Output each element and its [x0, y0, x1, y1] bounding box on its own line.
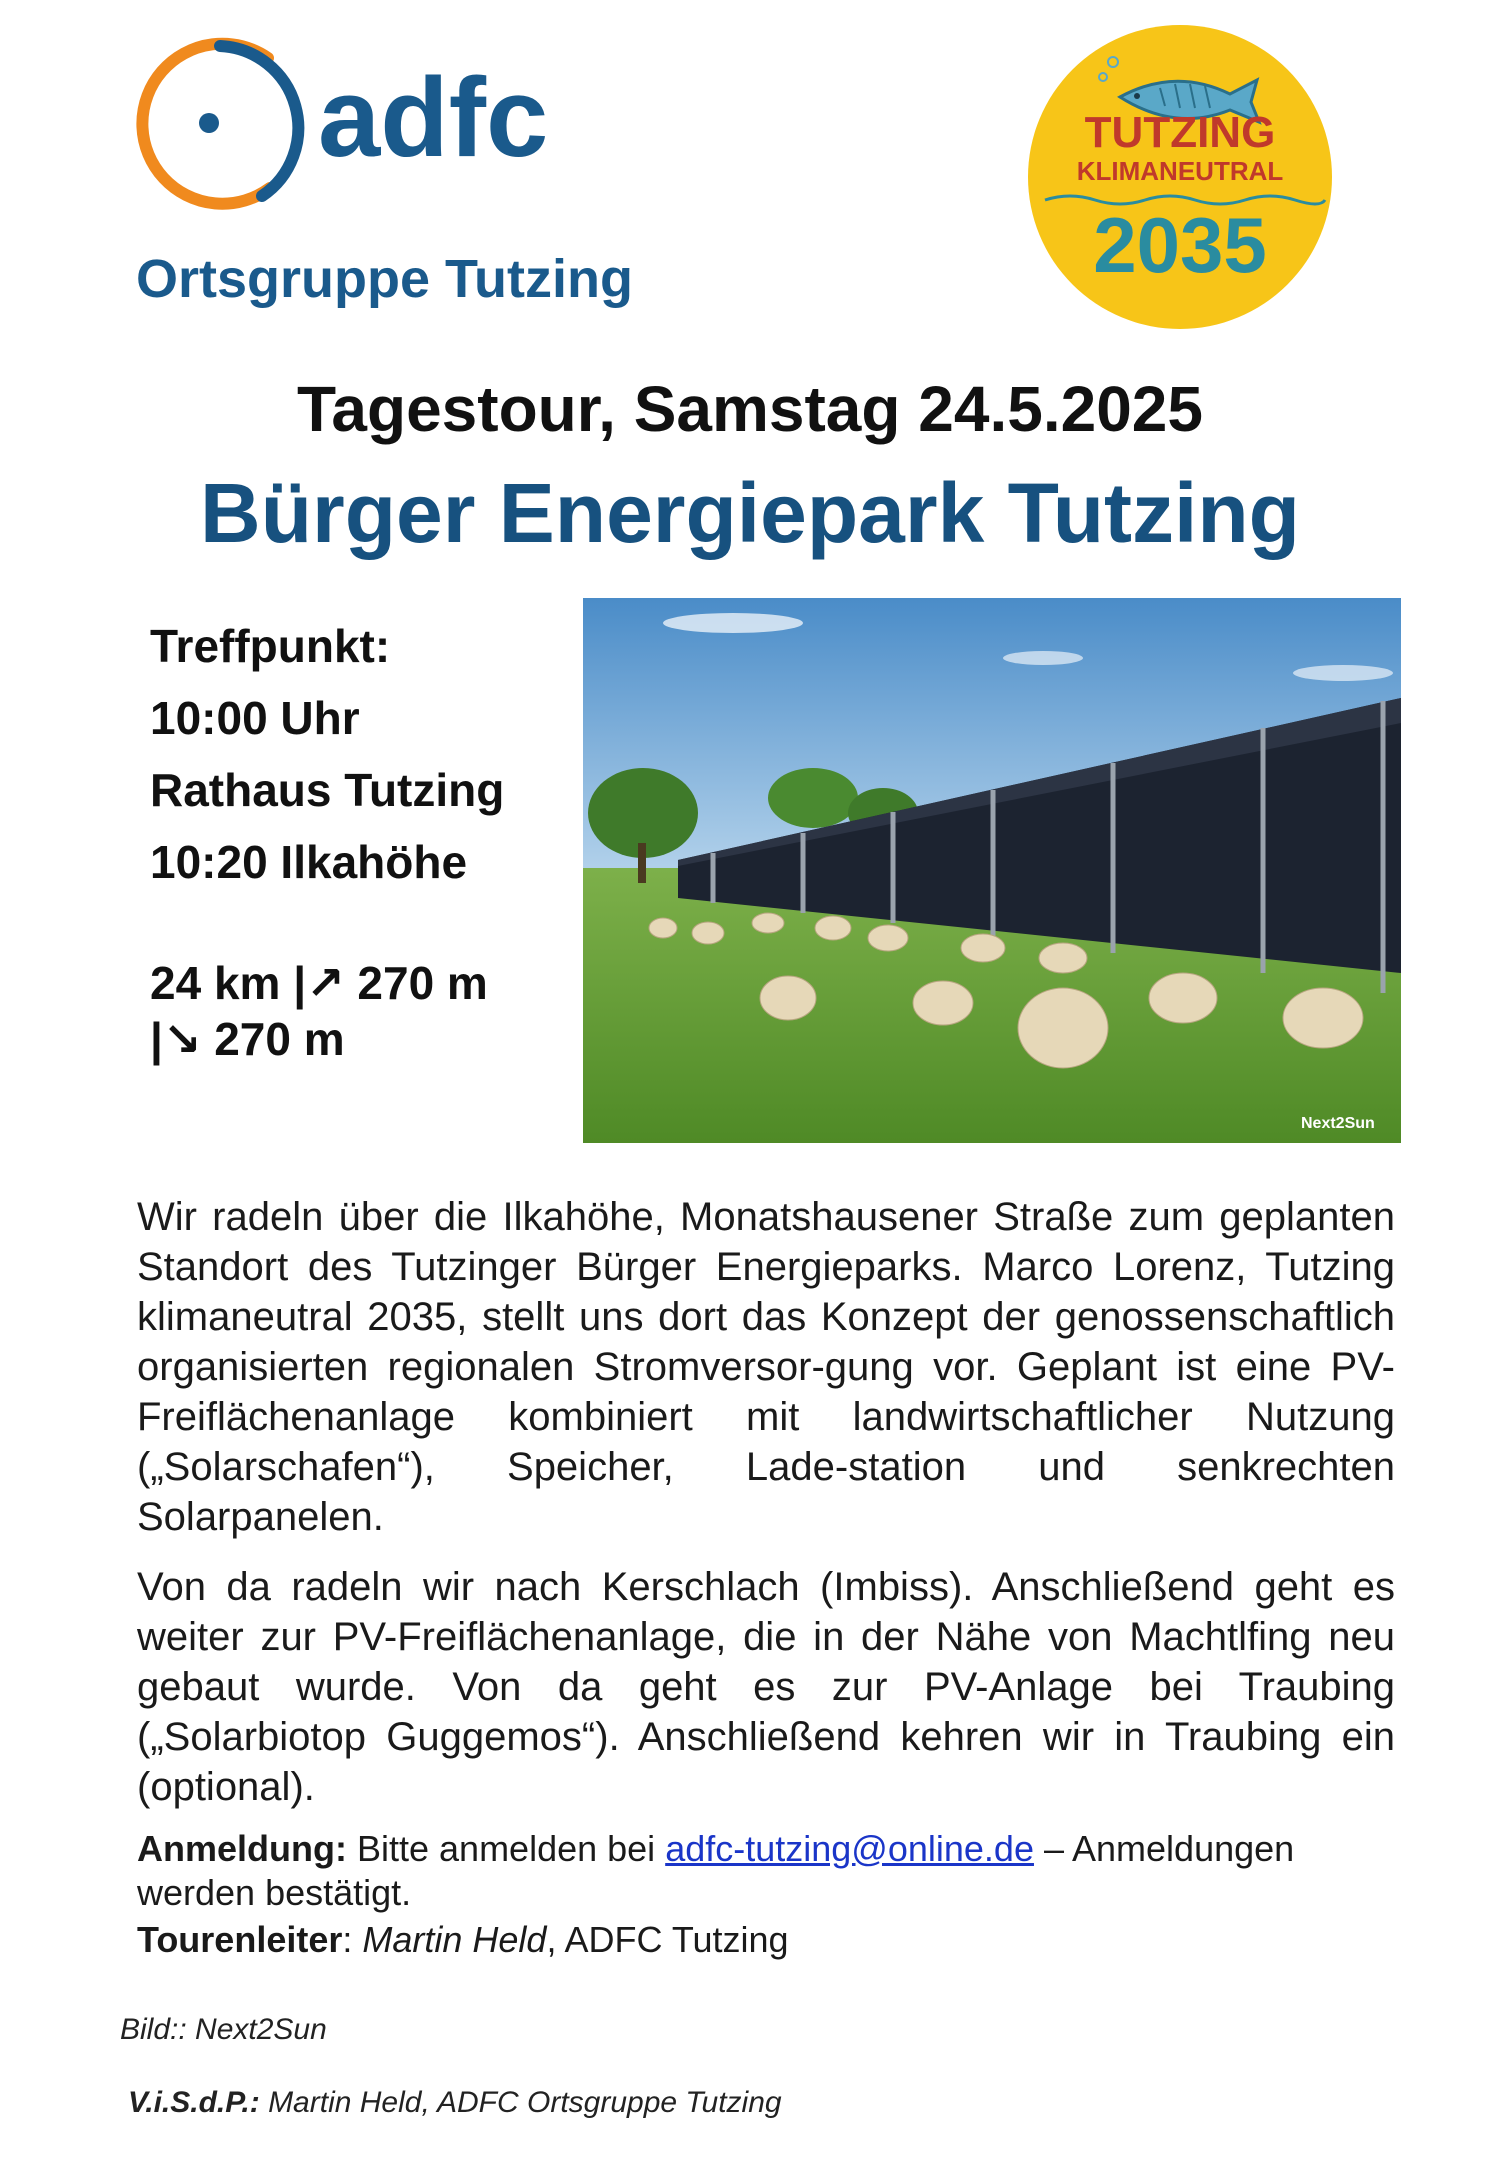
meeting-time: 10:00 Uhr: [150, 692, 360, 744]
leader-sep: :: [342, 1919, 363, 1960]
meeting-stop2: 10:20 Ilkahöhe: [150, 836, 468, 888]
leader-name: Martin Held: [362, 1919, 547, 1960]
leader-org: , ADFC Tutzing: [546, 1919, 789, 1960]
badge-klimaneutral: KLIMANEUTRAL: [1076, 156, 1284, 186]
visdp-note: [128, 2086, 782, 2120]
visdp-label: V.i.S.d.P.:: [128, 2086, 260, 2119]
adfc-logo: [110, 28, 630, 218]
description-paragraph-1: Wir radeln über die Ilkahöhe, Monatshausener Straße zum geplanten Standort des Tutzinger Bürger Energieparks. Marco Lorenz, Tutzing klimaneutral 2035, stellt uns dort das Konzept der genossenschaftlich organisierten regionalen Stromversor-gung vor. Geplant ist eine PV-Freiflächenanlage kombiniert mit landwirtschaftlicher Nutzung („Solarschafen“), Speicher, Lade-station und senkrechten Solarpanelen.: [137, 1195, 1395, 1539]
registration-label: Anmeldung:: [137, 1828, 347, 1869]
distance-info: [150, 955, 570, 1067]
meeting-place: Rathaus Tutzing: [150, 764, 505, 816]
description-paragraph-2: Von da radeln wir nach Kerschlach (Imbiss). Anschließend geht es weiter zur PV-Freiflächenanlage, die in der Nähe von Machtlfing neu gebaut wurde. Von da geht es zur PV-Anlage bei Traubing („Solarbiotop Guggemos“). Anschließend kehren wir in Traubing ein (optional).: [137, 1565, 1395, 1809]
meeting-info: [150, 610, 570, 898]
image-credit: Bild:: Next2Sun: [120, 2013, 327, 2046]
photo-watermark: Next2Sun: [1301, 1115, 1375, 1132]
meeting-label: Treffpunkt:: [150, 620, 391, 672]
registration-text-before: Bitte anmelden bei: [346, 1828, 666, 1869]
solar-sheep-photo: [583, 598, 1401, 1143]
org-name: Ortsgruppe Tutzing: [136, 249, 633, 309]
logo-text: adfc: [318, 55, 549, 180]
registration-text-after: – Anmeldungen werden bestätigt.: [137, 1828, 1295, 1913]
tour-leader-info: [137, 1918, 1395, 1962]
tour-date-title: Tagestour, Samstag 24.5.2025: [297, 373, 1203, 445]
distance-line-2: |↘ 270 m: [150, 1013, 345, 1065]
logo-blue-arc: [220, 46, 298, 196]
visdp-text: Martin Held, ADFC Ortsgruppe Tutzing: [259, 2086, 782, 2119]
registration-info: [137, 1827, 1395, 1915]
logo-dot: [199, 113, 219, 133]
klimaneutral-badge: [1025, 22, 1335, 332]
tour-main-title: Bürger Energiepark Tutzing: [200, 466, 1300, 560]
distance-line-1: 24 km |↗ 270 m: [150, 957, 488, 1009]
registration-email-link[interactable]: adfc-tutzing@online.de: [665, 1828, 1034, 1869]
leader-label: Tourenleiter: [137, 1919, 343, 1960]
badge-tutzing: TUTZING: [1084, 108, 1276, 157]
badge-year: 2035: [1093, 201, 1267, 289]
